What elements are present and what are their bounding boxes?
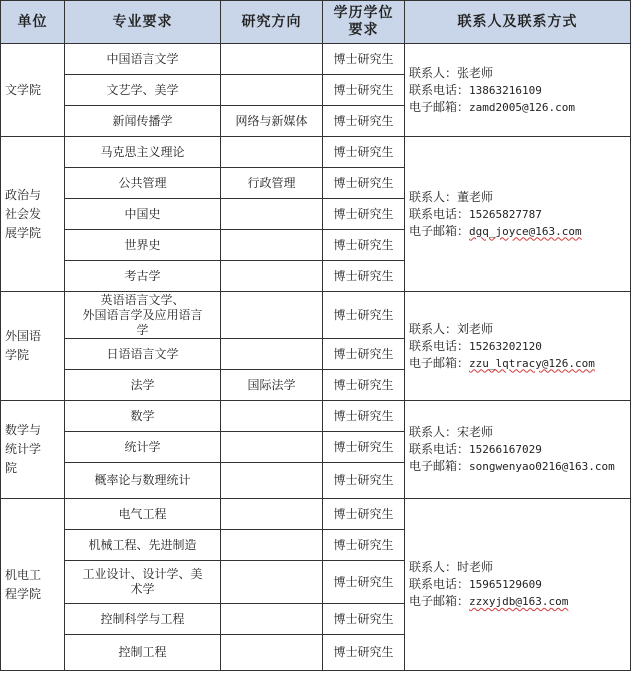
contact-cell bbox=[405, 499, 631, 671]
major-cell: 中国史 bbox=[65, 199, 221, 230]
major-cell: 控制工程 bbox=[65, 635, 221, 671]
degree-cell: 博士研究生 bbox=[323, 604, 405, 635]
direction-cell bbox=[221, 499, 323, 530]
direction-cell bbox=[221, 635, 323, 671]
table-row bbox=[1, 44, 631, 75]
contact-cell bbox=[405, 401, 631, 499]
degree-cell: 博士研究生 bbox=[323, 137, 405, 168]
degree-cell: 博士研究生 bbox=[323, 499, 405, 530]
contact-email: 电子邮箱：zamd2005@126.com bbox=[409, 99, 575, 114]
header-row bbox=[1, 1, 631, 44]
contact-email: 电子邮箱：zzu_lqtracy@126.com bbox=[409, 355, 595, 370]
contact-email: 电子邮箱：songwenyao0216@163.com bbox=[409, 459, 615, 473]
contact-phone: 联系电话：15263202120 bbox=[409, 338, 542, 353]
table-row bbox=[1, 401, 631, 432]
header-direction: 研究方向 bbox=[221, 1, 323, 44]
header-unit: 单位 bbox=[1, 1, 65, 44]
major-cell: 日语语言文学 bbox=[65, 339, 221, 370]
major-cell: 数学 bbox=[65, 401, 221, 432]
direction-cell: 国际法学 bbox=[221, 370, 323, 401]
degree-cell: 博士研究生 bbox=[323, 463, 405, 499]
direction-cell bbox=[221, 199, 323, 230]
direction-cell bbox=[221, 401, 323, 432]
major-cell: 法学 bbox=[65, 370, 221, 401]
direction-cell: 行政管理 bbox=[221, 168, 323, 199]
unit-cell: 外国语 学院 bbox=[1, 292, 65, 401]
degree-cell: 博士研究生 bbox=[323, 635, 405, 671]
header-degree: 学历学位 要求 bbox=[323, 1, 405, 44]
degree-cell: 博士研究生 bbox=[323, 401, 405, 432]
degree-cell: 博士研究生 bbox=[323, 292, 405, 339]
major-cell: 考古学 bbox=[65, 261, 221, 292]
direction-cell bbox=[221, 292, 323, 339]
contact-person: 联系人：时老师 bbox=[409, 560, 494, 574]
major-cell: 概率论与数理统计 bbox=[65, 463, 221, 499]
direction-cell bbox=[221, 530, 323, 561]
degree-cell: 博士研究生 bbox=[323, 370, 405, 401]
table-row bbox=[1, 499, 631, 530]
header-major: 专业要求 bbox=[65, 1, 221, 44]
contact-person: 联系人：张老师 bbox=[409, 65, 494, 80]
degree-cell: 博士研究生 bbox=[323, 230, 405, 261]
contact-email: 电子邮箱：zzxyjdb@163.com bbox=[409, 594, 569, 608]
major-cell: 中国语言文学 bbox=[65, 44, 221, 75]
degree-cell: 博士研究生 bbox=[323, 44, 405, 75]
major-cell: 统计学 bbox=[65, 432, 221, 463]
contact-phone: 联系电话：15266167029 bbox=[409, 442, 542, 456]
table-row bbox=[1, 292, 631, 339]
contact-person: 联系人：刘老师 bbox=[409, 321, 494, 336]
degree-cell: 博士研究生 bbox=[323, 432, 405, 463]
direction-cell bbox=[221, 44, 323, 75]
direction-cell bbox=[221, 75, 323, 106]
header-contact: 联系人及联系方式 bbox=[405, 1, 631, 44]
contact-phone: 联系电话：15965129609 bbox=[409, 577, 542, 591]
unit-cell: 文学院 bbox=[1, 44, 65, 137]
degree-cell: 博士研究生 bbox=[323, 168, 405, 199]
direction-cell bbox=[221, 604, 323, 635]
direction-cell bbox=[221, 230, 323, 261]
degree-cell: 博士研究生 bbox=[323, 561, 405, 604]
degree-cell: 博士研究生 bbox=[323, 339, 405, 370]
major-cell: 工业设计、设计学、美 术学 bbox=[65, 561, 221, 604]
degree-cell: 博士研究生 bbox=[323, 75, 405, 106]
major-cell: 控制科学与工程 bbox=[65, 604, 221, 635]
direction-cell bbox=[221, 561, 323, 604]
unit-cell: 政治与 社会发 展学院 bbox=[1, 137, 65, 292]
unit-cell: 数学与 统计学 院 bbox=[1, 401, 65, 499]
degree-cell: 博士研究生 bbox=[323, 106, 405, 137]
direction-cell bbox=[221, 339, 323, 370]
table-row bbox=[1, 137, 631, 168]
contact-phone: 联系电话：13863216109 bbox=[409, 82, 542, 97]
contact-phone: 联系电话：15265827787 bbox=[409, 206, 542, 221]
direction-cell bbox=[221, 463, 323, 499]
contact-cell bbox=[405, 137, 631, 292]
contact-person: 联系人：董老师 bbox=[409, 189, 494, 204]
major-cell: 公共管理 bbox=[65, 168, 221, 199]
direction-cell bbox=[221, 261, 323, 292]
degree-cell: 博士研究生 bbox=[323, 530, 405, 561]
major-cell: 世界史 bbox=[65, 230, 221, 261]
unit-cell: 机电工 程学院 bbox=[1, 499, 65, 671]
major-cell: 英语语言文学、 外国语言学及应用语言 学 bbox=[65, 292, 221, 339]
degree-cell: 博士研究生 bbox=[323, 261, 405, 292]
contact-cell bbox=[405, 292, 631, 401]
major-cell: 马克思主义理论 bbox=[65, 137, 221, 168]
major-cell: 文艺学、美学 bbox=[65, 75, 221, 106]
direction-cell bbox=[221, 137, 323, 168]
contact-email: 电子邮箱：dgq_joyce@163.com bbox=[409, 223, 582, 238]
major-cell: 电气工程 bbox=[65, 499, 221, 530]
contact-person: 联系人：宋老师 bbox=[409, 425, 494, 439]
contact-cell bbox=[405, 44, 631, 137]
direction-cell bbox=[221, 432, 323, 463]
major-cell: 新闻传播学 bbox=[65, 106, 221, 137]
major-cell: 机械工程、先进制造 bbox=[65, 530, 221, 561]
degree-cell: 博士研究生 bbox=[323, 199, 405, 230]
direction-cell: 网络与新媒体 bbox=[221, 106, 323, 137]
